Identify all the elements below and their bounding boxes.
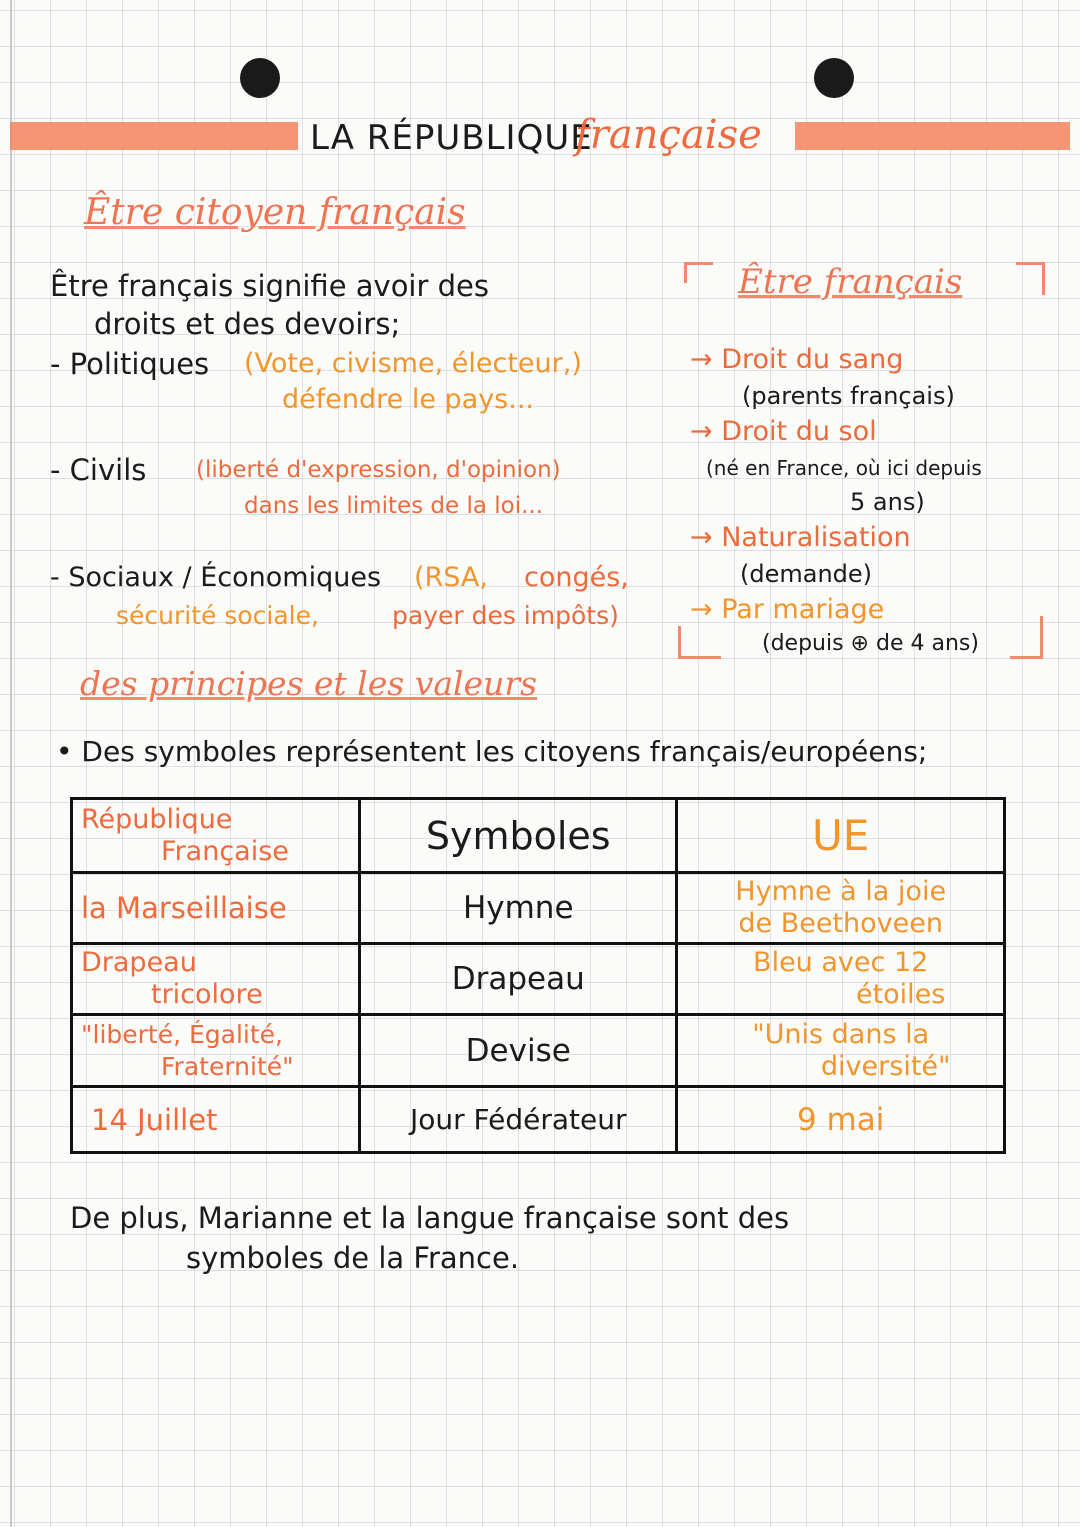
table-header-symboles: Symboles (360, 799, 677, 873)
sidebar-item-naturalisation: → Naturalisation (690, 522, 911, 553)
punch-hole-left (240, 58, 280, 98)
intro-line-1: Être français signifie avoir des (50, 269, 489, 303)
sidebar-note-mariage: (depuis ⊕ de 4 ans) (762, 631, 979, 656)
bracket-top-right (1016, 262, 1045, 295)
margin-line (10, 0, 12, 1527)
sidebar-item-droit-du-sang: → Droit du sang (690, 344, 904, 375)
table-cell-ue (677, 1015, 1005, 1087)
table-row (72, 873, 1005, 944)
cell-ue-line1: "Unis dans la (752, 1018, 930, 1050)
cell-fr-line2: tricolore (151, 979, 263, 1010)
table-header-republique (72, 799, 360, 873)
civils-label: - Civils (50, 453, 147, 487)
cell-fr-line1: Drapeau (81, 947, 197, 978)
table-cell-symbol: Drapeau (360, 944, 677, 1015)
closing-line-2: symboles de la France. (186, 1241, 520, 1275)
cell-ue-line1: 9 mai (796, 1101, 885, 1138)
cell-ue-line2: de Beethoveen (738, 908, 943, 939)
cell-ue-line1: Bleu avec 12 (753, 947, 929, 978)
politiques-detail-2: défendre le pays... (282, 384, 534, 415)
closing-line-1: De plus, Marianne et la langue française sont des (70, 1201, 790, 1235)
sidebar-item-mariage: → Par mariage (690, 594, 885, 625)
table-cell-ue (677, 944, 1005, 1015)
bracket-bottom-left (678, 626, 721, 659)
cell-fr-line2: Fraternité" (161, 1051, 294, 1081)
table-row (72, 1087, 1005, 1153)
sidebar-heading: Être français (738, 262, 963, 302)
closing-paragraph (70, 1198, 1050, 1278)
cell-ue-line1: Hymne à la joie (735, 876, 947, 907)
highlight-band-left (10, 122, 298, 150)
cell-ue-line2: diversité" (820, 1050, 951, 1082)
sidebar-note-droit-du-sol-2: 5 ans) (850, 488, 925, 516)
cell-fr-line1: la Marseillaise (81, 891, 287, 925)
sidebar-note-droit-du-sol: (né en France, où ici depuis (706, 456, 982, 480)
highlight-band-right (795, 122, 1070, 150)
page-title-accent: française (575, 112, 762, 158)
header-republique-line2: Française (161, 835, 289, 867)
cell-fr-line1: "liberté, Égalité, (81, 1019, 284, 1049)
sidebar-note-naturalisation: (demande) (740, 560, 873, 588)
table-cell-fr (72, 873, 360, 944)
sociaux-label: - Sociaux / Économiques (50, 562, 382, 593)
sociaux-detail-impots: payer des impôts) (392, 601, 619, 630)
header-republique-line1: République (81, 803, 233, 835)
table-cell-symbol: Hymne (360, 873, 677, 944)
page-title: LA RÉPUBLIQUE (310, 118, 593, 158)
table-header-row (72, 799, 1005, 873)
politiques-detail-1: (Vote, civisme, électeur,) (244, 348, 582, 379)
table-row (72, 1015, 1005, 1087)
sidebar-note-droit-du-sang: (parents français) (742, 382, 955, 410)
table-cell-fr (72, 1087, 360, 1153)
bracket-top-left (684, 262, 713, 283)
cell-ue-line2: étoiles (855, 979, 946, 1010)
table-cell-fr (72, 1015, 360, 1087)
table-header-ue: UE (677, 799, 1005, 873)
civils-detail-1: (liberté d'expression, d'opinion) (196, 457, 561, 483)
bracket-bottom-right (1010, 616, 1043, 659)
civils-detail-2: dans les limites de la loi... (244, 493, 544, 519)
table-cell-symbol: Jour Fédérateur (360, 1087, 677, 1153)
sociaux-detail-conges: congés, (524, 562, 629, 593)
sociaux-detail-secu: sécurité sociale, (116, 601, 319, 630)
intro-line-2: droits et des devoirs; (94, 307, 401, 341)
table-cell-fr (72, 944, 360, 1015)
table-cell-ue (677, 873, 1005, 944)
punch-hole-right (814, 58, 854, 98)
table-cell-ue (677, 1087, 1005, 1153)
symbols-table (70, 797, 1006, 1154)
sociaux-detail-rsa: (RSA, (414, 562, 488, 593)
section-heading-principes: des principes et les valeurs (80, 664, 538, 703)
table-row (72, 944, 1005, 1015)
sidebar-item-droit-du-sol: → Droit du sol (690, 416, 877, 447)
table-cell-symbol: Devise (360, 1015, 677, 1087)
cell-fr-line1: 14 Juillet (91, 1102, 218, 1137)
section-heading-citoyen: Être citoyen français (84, 192, 466, 233)
politiques-label: - Politiques (50, 347, 210, 381)
symbols-bullet: • Des symboles représentent les citoyens français/européens; (56, 735, 928, 768)
